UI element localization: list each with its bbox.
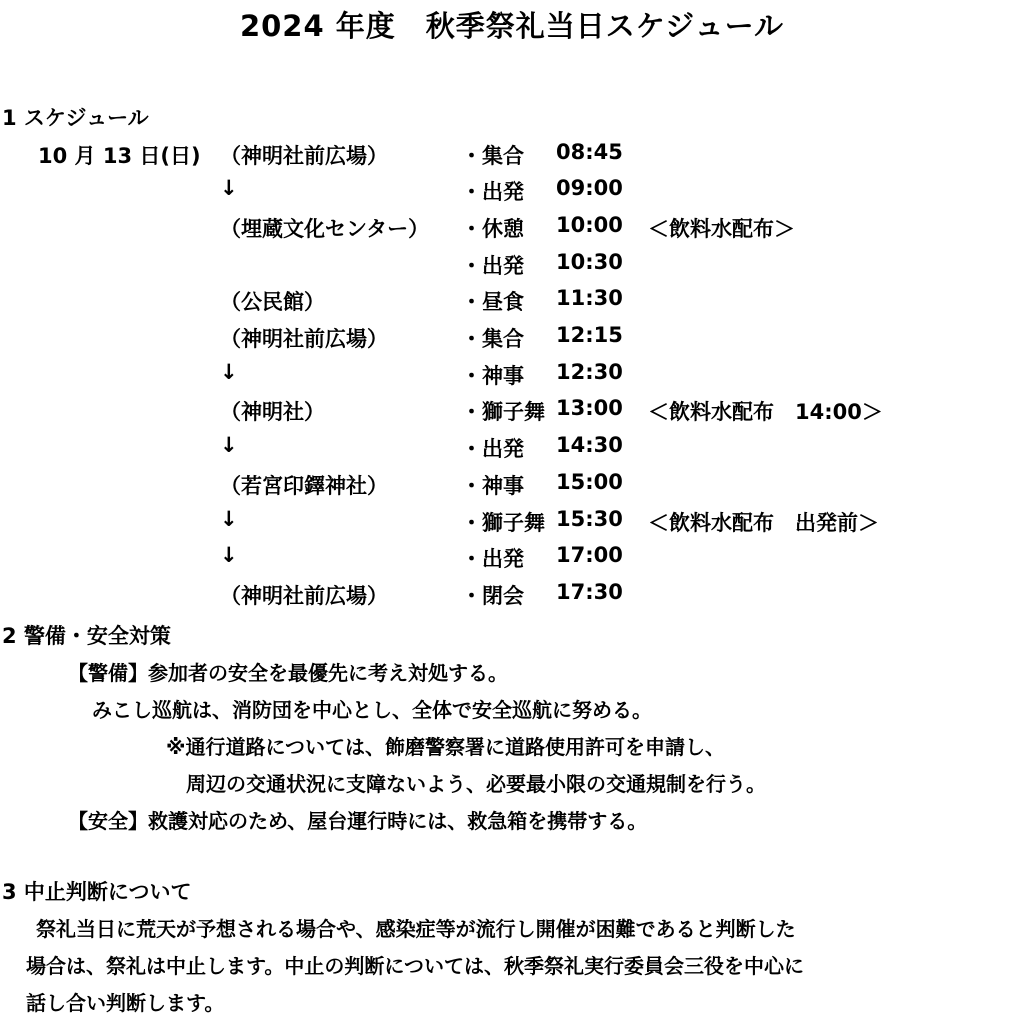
schedule-heading: 1 スケジュール: [2, 106, 149, 130]
schedule-item: ・昼食: [461, 290, 524, 314]
cancellation-line: 祭礼当日に荒天が予想される場合や、感染症等が流行し開催が困難であると判断した: [36, 917, 796, 941]
schedule-item: ・神事: [461, 474, 524, 498]
security-line: 【警備】参加者の安全を最優先に考え対処する。: [68, 661, 508, 685]
schedule-note: ＜飲料水配布＞: [648, 217, 795, 241]
schedule-time: 11:30: [556, 286, 623, 310]
schedule-row: [0, 470, 1024, 506]
schedule-item: ・出発: [461, 180, 524, 204]
schedule-time: 10:30: [556, 250, 623, 274]
schedule-item: ・出発: [461, 437, 524, 461]
schedule-date: 10 月 13 日(日): [38, 144, 201, 168]
schedule-time: 09:00: [556, 176, 623, 200]
cancellation-line: 話し合い判断します。: [26, 991, 225, 1015]
schedule-item: ・集合: [461, 327, 524, 351]
cancellation-heading: 3 中止判断について: [2, 880, 192, 904]
schedule-item: ・休憩: [461, 217, 524, 241]
security-line: 【安全】救護対応のため、屋台運行時には、救急箱を携帯する。: [68, 809, 648, 833]
schedule-time: 12:30: [556, 360, 623, 384]
schedule-time: 08:45: [556, 140, 623, 164]
schedule-row: [0, 580, 1024, 616]
schedule-time: 12:15: [556, 323, 623, 347]
schedule-location: ↓: [220, 543, 238, 567]
schedule-location: （若宮印鐸神社）: [220, 474, 388, 498]
schedule-row: [0, 543, 1024, 579]
schedule-item: ・集合: [461, 144, 524, 168]
schedule-item: ・出発: [461, 547, 524, 571]
schedule-row: [0, 286, 1024, 322]
schedule-row: [0, 140, 1024, 176]
cancellation-line: 場合は、祭礼は中止します。中止の判断については、秋季祭礼実行委員会三役を中心に: [26, 954, 804, 978]
schedule-row: [0, 433, 1024, 469]
schedule-location: （神明社）: [220, 400, 325, 424]
schedule-location: （神明社前広場）: [220, 327, 388, 351]
schedule-row: [0, 396, 1024, 432]
schedule-row: [0, 360, 1024, 396]
schedule-row: [0, 176, 1024, 212]
schedule-location: ↓: [220, 360, 238, 384]
schedule-item: ・出発: [461, 254, 524, 278]
schedule-time: 15:00: [556, 470, 623, 494]
schedule-location: ↓: [220, 507, 238, 531]
schedule-time: 14:30: [556, 433, 623, 457]
schedule-location: （神明社前広場）: [220, 144, 388, 168]
schedule-time: 10:00: [556, 213, 623, 237]
schedule-time: 17:30: [556, 580, 623, 604]
security-line: みこし巡航は、消防団を中心とし、全体で安全巡航に努める。: [92, 698, 652, 722]
schedule-time: 15:30: [556, 507, 623, 531]
schedule-row: [0, 213, 1024, 249]
schedule-row: [0, 507, 1024, 543]
schedule-note: ＜飲料水配布 14:00＞: [648, 400, 883, 424]
schedule-time: 17:00: [556, 543, 623, 567]
schedule-item: ・閉会: [461, 584, 524, 608]
schedule-location: ↓: [220, 433, 238, 457]
page-title: 2024 年度 秋季祭礼当日スケジュール: [239, 9, 785, 43]
schedule-row: [0, 250, 1024, 286]
schedule-note: ＜飲料水配布 出発前＞: [648, 511, 879, 535]
schedule-row: [0, 323, 1024, 359]
schedule-item: ・獅子舞: [461, 400, 545, 424]
schedule-location: （公民館）: [220, 290, 325, 314]
schedule-location: ↓: [220, 176, 238, 200]
schedule-location: （埋蔵文化センター）: [220, 217, 430, 241]
schedule-location: （神明社前広場）: [220, 584, 388, 608]
schedule-time: 13:00: [556, 396, 623, 420]
security-heading: 2 警備・安全対策: [2, 624, 171, 648]
security-line: ※通行道路については、飾磨警察署に道路使用許可を申請し、: [166, 735, 726, 759]
schedule-item: ・獅子舞: [461, 511, 545, 535]
schedule-item: ・神事: [461, 364, 524, 388]
security-line: 周辺の交通状況に支障ないよう、必要最小限の交通規制を行う。: [186, 772, 766, 796]
